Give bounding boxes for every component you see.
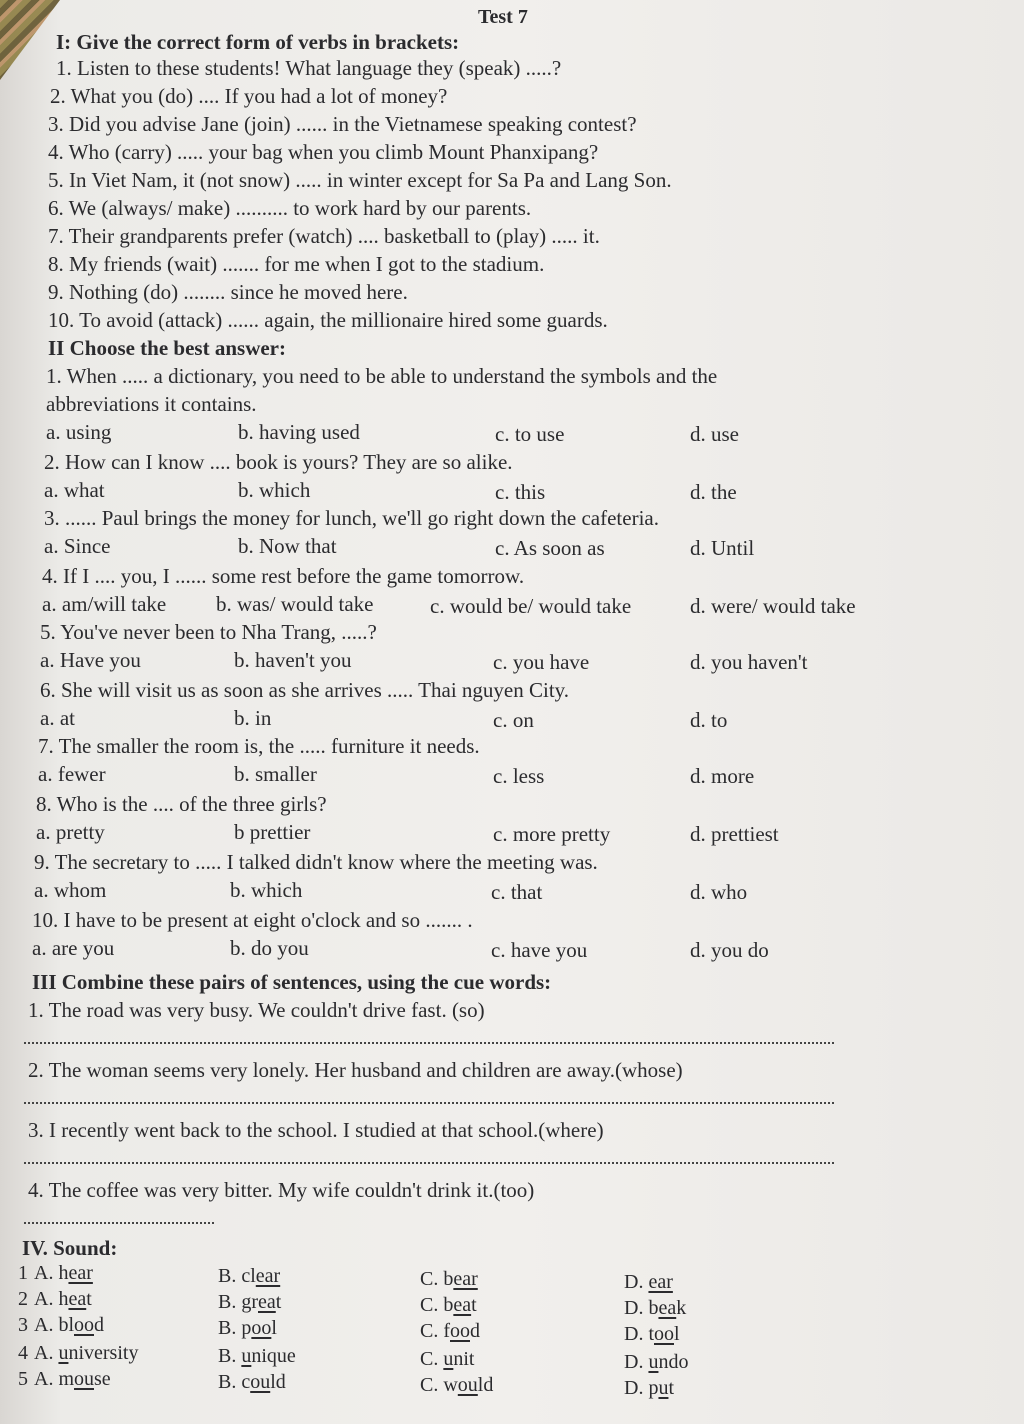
verb-question-10: 10. To avoid (attack) ...... again, the millionaire hired some guards. bbox=[48, 308, 608, 332]
word-part: nique bbox=[251, 1345, 296, 1367]
mc-question-9: 9. The secretary to ..... I talked didn't know where the meeting was. bbox=[34, 850, 598, 874]
option-d: d. the bbox=[690, 480, 737, 504]
underlined-sound: ear bbox=[68, 1262, 93, 1284]
word-part: A. h bbox=[34, 1262, 69, 1284]
word-part: D. t bbox=[624, 1323, 654, 1345]
option-d: d. prettiest bbox=[690, 822, 779, 846]
section-4-heading: IV. Sound: bbox=[22, 1236, 118, 1260]
option-a: a. are you bbox=[32, 936, 115, 960]
test-title: Test 7 bbox=[478, 6, 528, 28]
answer-line bbox=[24, 1222, 214, 1224]
word-part: k bbox=[676, 1297, 687, 1319]
underlined-sound: oo bbox=[450, 1320, 470, 1342]
sound-option-4-a bbox=[18, 1342, 138, 1365]
word-part: C. f bbox=[420, 1320, 450, 1342]
underlined-sound: ear bbox=[255, 1265, 281, 1287]
word-part: D. b bbox=[624, 1297, 659, 1319]
sound-option-2-b bbox=[218, 1291, 281, 1314]
combine-question-4: 4. The coffee was very bitter. My wife couldn't drink it.(too) bbox=[28, 1178, 535, 1202]
option-a: a. pretty bbox=[36, 820, 105, 844]
option-d: d. more bbox=[690, 764, 755, 788]
section-3-heading: III Combine these pairs of sentences, using the cue words: bbox=[32, 970, 552, 994]
option-b: b. which bbox=[238, 478, 311, 502]
underlined-sound: u bbox=[58, 1342, 69, 1364]
verb-question-1: 1. Listen to these students! What language they (speak) .....? bbox=[56, 56, 562, 80]
option-a: a. Have you bbox=[40, 648, 141, 672]
verb-question-2: 2. What you (do) .... If you had a lot of money? bbox=[50, 84, 448, 108]
sound-option-2-d bbox=[624, 1297, 686, 1320]
combine-question-3: 3. I recently went back to the school. I studied at that school.(where) bbox=[28, 1118, 604, 1142]
word-part: ndo bbox=[658, 1351, 689, 1373]
option-b: b. haven't you bbox=[234, 648, 352, 672]
option-c: c. more pretty bbox=[493, 822, 611, 846]
word-part: B. c bbox=[218, 1371, 251, 1393]
option-b: b prettier bbox=[234, 820, 311, 844]
option-b: b. smaller bbox=[234, 762, 317, 786]
option-d: d. you haven't bbox=[690, 650, 808, 674]
word-part: B. cl bbox=[218, 1265, 256, 1287]
option-d: d. you do bbox=[690, 938, 769, 962]
underlined-sound: ou bbox=[457, 1374, 478, 1396]
option-c: c. have you bbox=[491, 938, 588, 962]
underlined-sound: ea bbox=[258, 1291, 276, 1313]
sound-option-5-d bbox=[624, 1377, 674, 1400]
sound-option-5-a bbox=[18, 1368, 111, 1391]
word-part: C. w bbox=[420, 1374, 458, 1396]
sound-option-1-c bbox=[420, 1268, 478, 1291]
word-part: B. gr bbox=[218, 1291, 258, 1313]
mc-question-4: 4. If I .... you, I ...... some rest before the game tomorrow. bbox=[42, 564, 525, 588]
sound-option-3-b bbox=[218, 1317, 277, 1340]
option-c: c. you have bbox=[493, 650, 590, 674]
underlined-sound: ea bbox=[453, 1294, 472, 1316]
option-a: a. fewer bbox=[38, 762, 106, 786]
underlined-sound: u bbox=[648, 1351, 659, 1373]
word-part: D. p bbox=[624, 1377, 659, 1399]
word-part: t bbox=[86, 1288, 92, 1310]
sound-number: 1 bbox=[18, 1262, 28, 1284]
word-part: B. bbox=[218, 1345, 242, 1367]
mc-question-5: 5. You've never been to Nha Trang, .....? bbox=[40, 620, 377, 644]
sound-option-5-c bbox=[420, 1374, 493, 1397]
section-2-heading: II Choose the best answer: bbox=[48, 336, 286, 360]
option-c: c. As soon as bbox=[495, 536, 605, 560]
sound-option-3-c bbox=[420, 1320, 480, 1343]
word-part: C. b bbox=[420, 1268, 454, 1290]
underlined-sound: ear bbox=[648, 1271, 673, 1293]
mc-question-2: 2. How can I know .... book is yours? They are so alike. bbox=[44, 450, 513, 474]
option-b: b. which bbox=[230, 878, 303, 902]
word-part: l bbox=[271, 1317, 277, 1339]
underlined-sound: ou bbox=[74, 1368, 94, 1390]
answer-line bbox=[24, 1042, 834, 1044]
word-part: niversity bbox=[68, 1342, 139, 1364]
word-part: D. bbox=[624, 1351, 649, 1373]
underlined-sound: u bbox=[241, 1345, 252, 1367]
mc-question-1: 1. When ..... a dictionary, you need to be able to understand the symbols and the bbox=[46, 364, 718, 388]
word-part: ld bbox=[477, 1374, 494, 1396]
sound-option-4-c bbox=[420, 1348, 474, 1371]
word-part: d bbox=[94, 1314, 104, 1336]
word-part: C. b bbox=[420, 1294, 454, 1316]
verb-question-6: 6. We (always/ make) .......... to work hard by our parents. bbox=[48, 196, 532, 220]
combine-question-1: 1. The road was very busy. We couldn't drive fast. (so) bbox=[28, 998, 485, 1022]
word-part: se bbox=[94, 1368, 111, 1390]
sound-option-3-d bbox=[624, 1323, 680, 1346]
word-part: t bbox=[668, 1377, 675, 1399]
sound-option-2-c bbox=[420, 1294, 477, 1317]
word-part: l bbox=[674, 1323, 680, 1345]
option-a: a. am/will take bbox=[42, 592, 167, 616]
option-c: c. to use bbox=[495, 422, 565, 446]
underlined-sound: u bbox=[443, 1348, 454, 1370]
word-part: A. bbox=[34, 1342, 59, 1364]
option-b: b. was/ would take bbox=[216, 592, 374, 616]
underlined-sound: oo bbox=[74, 1314, 94, 1336]
option-b: b. Now that bbox=[238, 534, 337, 558]
word-part: C. bbox=[420, 1348, 444, 1370]
option-b: b. having used bbox=[238, 420, 360, 444]
option-c: c. less bbox=[493, 764, 545, 788]
underlined-sound: u bbox=[658, 1377, 669, 1399]
word-part: D. bbox=[624, 1271, 649, 1293]
sound-option-5-b bbox=[218, 1371, 286, 1394]
answer-line bbox=[24, 1162, 834, 1164]
option-d: d. Until bbox=[690, 536, 755, 560]
sound-number: 5 bbox=[18, 1368, 28, 1390]
underlined-sound: ear bbox=[453, 1268, 478, 1290]
option-c: c. would be/ would take bbox=[430, 594, 632, 618]
sound-option-1-a bbox=[18, 1262, 93, 1285]
word-part: A. bl bbox=[34, 1314, 74, 1336]
underlined-sound: ea bbox=[658, 1297, 677, 1319]
word-part: d bbox=[470, 1320, 480, 1342]
underlined-sound: oo bbox=[251, 1317, 272, 1339]
mc-question-3: 3. ...... Paul brings the money for lunch, we'll go right down the cafeteria. bbox=[44, 506, 659, 530]
verb-question-3: 3. Did you advise Jane (join) ...... in the Vietnamese speaking contest? bbox=[48, 112, 637, 136]
option-c: c. this bbox=[495, 480, 546, 504]
word-part: ld bbox=[270, 1371, 286, 1393]
verb-question-5: 5. In Viet Nam, it (not snow) ..... in winter except for Sa Pa and Lang Son. bbox=[48, 168, 672, 192]
verb-question-4: 4. Who (carry) ..... your bag when you climb Mount Phanxipang? bbox=[48, 140, 599, 164]
sound-number: 3 bbox=[18, 1314, 28, 1336]
sound-option-2-a bbox=[18, 1288, 92, 1311]
option-d: d. use bbox=[690, 422, 739, 446]
sound-number: 4 bbox=[18, 1342, 28, 1364]
answer-line bbox=[24, 1102, 834, 1104]
combine-question-2: 2. The woman seems very lonely. Her husband and children are away.(whose) bbox=[28, 1058, 683, 1082]
mc-question-10: 10. I have to be present at eight o'clock and so ....... . bbox=[32, 908, 473, 932]
word-part: t bbox=[275, 1291, 282, 1313]
sound-number: 2 bbox=[18, 1288, 28, 1310]
underlined-sound: oo bbox=[654, 1323, 674, 1345]
underlined-sound: ou bbox=[250, 1371, 271, 1393]
option-b: b. in bbox=[234, 706, 272, 730]
word-part: nit bbox=[453, 1348, 475, 1370]
word-part: A. m bbox=[34, 1368, 74, 1390]
option-d: d. were/ would take bbox=[690, 594, 856, 618]
verb-question-8: 8. My friends (wait) ....... for me when I got to the stadium. bbox=[48, 252, 545, 276]
option-a: a. whom bbox=[34, 878, 107, 902]
option-c: c. that bbox=[491, 880, 543, 904]
mc-question-1-cont: abbreviations it contains. bbox=[46, 392, 257, 416]
mc-question-7: 7. The smaller the room is, the ..... furniture it needs. bbox=[38, 734, 480, 758]
word-part: A. h bbox=[34, 1288, 69, 1310]
sound-option-1-d bbox=[624, 1271, 673, 1294]
option-a: a. Since bbox=[44, 534, 111, 558]
option-a: a. using bbox=[46, 420, 112, 444]
verb-question-7: 7. Their grandparents prefer (watch) .... basketball to (play) ..... it. bbox=[48, 224, 600, 248]
binder-edge bbox=[0, 0, 60, 80]
mc-question-6: 6. She will visit us as soon as she arrives ..... Thai nguyen City. bbox=[40, 678, 570, 702]
mc-question-8: 8. Who is the .... of the three girls? bbox=[36, 792, 327, 816]
option-d: d. who bbox=[690, 880, 748, 904]
verb-question-9: 9. Nothing (do) ........ since he moved here. bbox=[48, 280, 408, 304]
option-a: a. at bbox=[40, 706, 75, 730]
option-a: a. what bbox=[44, 478, 105, 502]
option-b: b. do you bbox=[230, 936, 309, 960]
section-1-heading: I: Give the correct form of verbs in brackets: bbox=[56, 30, 460, 54]
sound-option-4-b bbox=[218, 1345, 296, 1368]
option-d: d. to bbox=[690, 708, 728, 732]
underlined-sound: ea bbox=[68, 1288, 87, 1310]
sound-option-1-b bbox=[218, 1265, 280, 1288]
word-part: B. p bbox=[218, 1317, 252, 1339]
option-c: c. on bbox=[493, 708, 534, 732]
word-part: t bbox=[471, 1294, 477, 1316]
sound-option-4-d bbox=[624, 1351, 688, 1374]
sound-option-3-a bbox=[18, 1314, 104, 1337]
